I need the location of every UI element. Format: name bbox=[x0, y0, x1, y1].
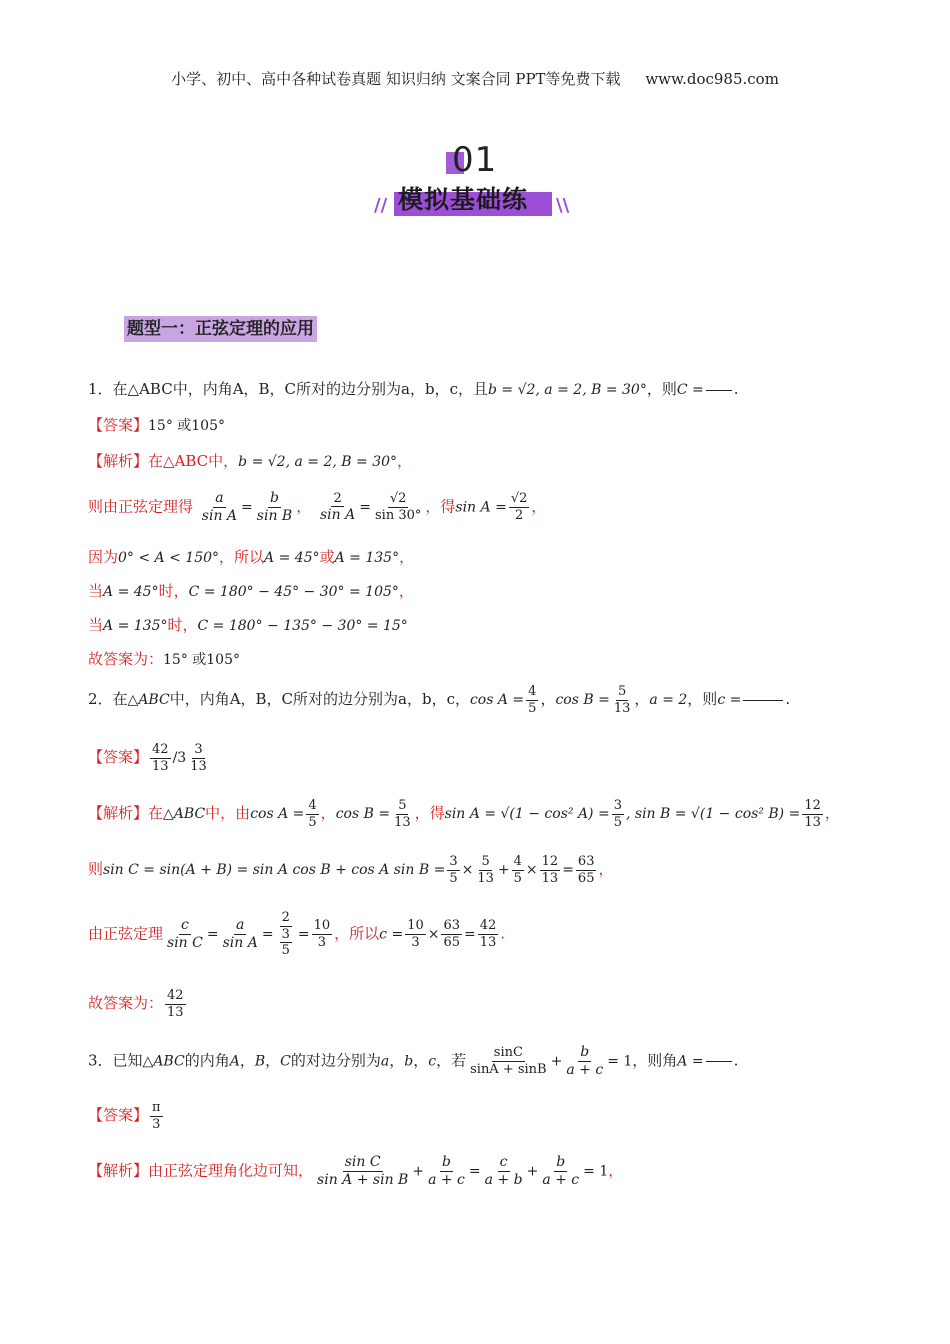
q1-analysis-line6: 故答案为：15° 或105° bbox=[88, 650, 241, 668]
header-text: 小学、初中、高中各种试卷真题 知识归纳 文案合同 PPT等免费下载 bbox=[171, 70, 621, 88]
deco-left: // bbox=[374, 195, 388, 216]
page-header bbox=[0, 68, 950, 89]
q1-analysis-line1: 【解析】在△ABC中，b = √2, a = 2, B = 30°， bbox=[88, 452, 413, 470]
q1-answer: 【答案】15° 或105° bbox=[88, 416, 226, 434]
chapter-title: 模拟基础练 bbox=[398, 185, 529, 214]
deco-right: \\ bbox=[556, 195, 570, 216]
q2-stem: 2．在△ABC中，内角A，B，C所对的边分别为a，b，c，cos A = $\frac{4}{5}$ ，cos B = $\frac{5}{13}$ ，a = 2，则c = . bbox=[88, 684, 791, 716]
q2-analysis-line1: 【解析】在△ABC中，由cos A = $\frac{4}{5}$ ，cos B = $\frac{5}{13}$ ，得sin A = √(1 − cos² A) = $\frac{3}{5}$ , sin B = √(1 − cos² B) = $\frac{12}{13}$ ， bbox=[88, 798, 840, 830]
section-title: 题型一：正弦定理的应用 bbox=[124, 316, 317, 342]
q3-stem: 3．已知△ABC的内角A，B，C的对边分别为a，b，c，若 $\frac{\sin C}{\sin A + \sin B}$ + $\frac{b}{a + c}$ = 1，则角A = . bbox=[88, 1044, 739, 1078]
q2-analysis-line3: 由正弦定理 $\frac{c}{\text{sin C}}$ = $\frac{a}{\text{sin A}}$ = $\frac{2}{\frac{3}{5}}$ = $\frac{10}{3}$ ，所以c = $\frac{10}{3}$ × $\frac{63}{65}$ = $\frac{42}{13}$ . bbox=[88, 910, 506, 959]
q1-analysis-line5: 当A = 135°时，C = 180° − 135° − 30° = 15° bbox=[88, 616, 408, 634]
chapter-banner bbox=[0, 140, 950, 230]
header-site: www.doc985.com bbox=[645, 70, 779, 88]
chapter-number: 01 bbox=[452, 140, 498, 180]
q1-analysis-line2: 则由正弦定理得 $\frac{a}{\text{sin A}}$ = $\frac{b}{\text{sin B}}$ ， $\frac{2}{\text{sin A}}$ = $\frac{√2}{\sin 30^\circ}$ ，得sin A = $\frac{√2}{2}$ ， bbox=[88, 490, 547, 524]
q3-analysis-line1: 【解析】由正弦定理角化边可知， $\frac{\text{sin C}}{\text{sin A + sin B}}$ + $\frac{b}{a + c}$ = $\frac{c}{a + b}$ + $\frac{b}{a + c}$ = 1， bbox=[88, 1154, 624, 1188]
q3-answer: 【答案】 $\frac{\pi}{3}$ bbox=[88, 1100, 161, 1132]
q1-stem: 1．在△ABC中，内角A，B，C所对的边分别为a，b，c，且b = √2, a = 2, B = 30°，则C = . bbox=[88, 380, 739, 398]
q2-analysis-line4: 故答案为： $\frac{42}{13}$ bbox=[88, 988, 184, 1020]
q2-analysis-line2: 则sin C = sin(A + B) = sin A cos B + cos A sin B = $\frac{3}{5}$ × $\frac{5}{13}$ + $\frac{4}{5}$ × $\frac{12}{13}$ = $\frac{63}{65}$ ， bbox=[88, 854, 614, 886]
q1-analysis-line4: 当A = 45°时，C = 180° − 45° − 30° = 105°， bbox=[88, 582, 414, 600]
q1-analysis-line3: 因为0° < A < 150°，所以A = 45°或A = 135°， bbox=[88, 548, 415, 566]
q2-answer: 【答案】 $\frac{42}{13}$ /3 $\frac{3}{13}$ bbox=[88, 742, 207, 774]
